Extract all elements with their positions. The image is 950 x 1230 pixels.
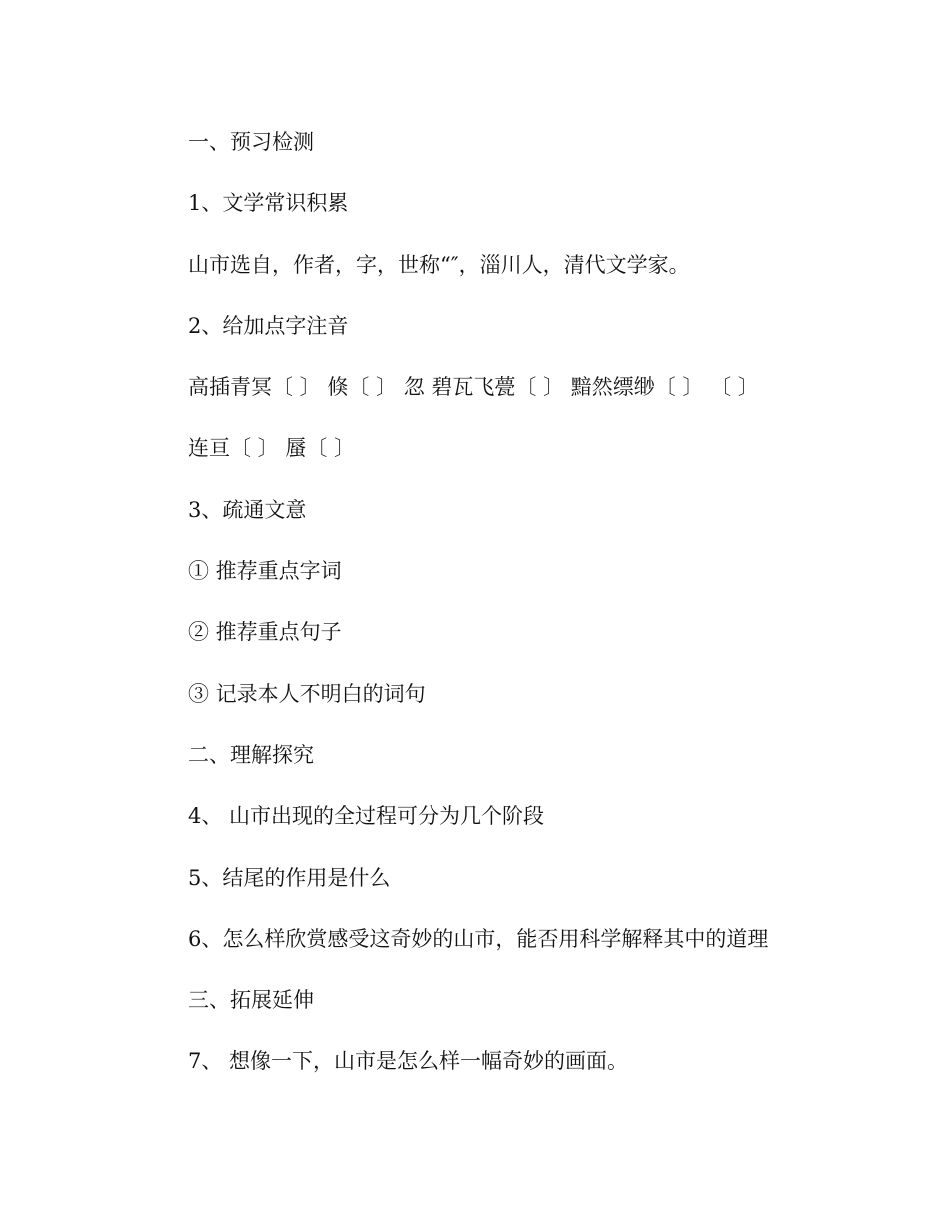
literary-knowledge-text: 山市选自，作者，字，世称“″，淄川人，清代文学家。 — [188, 252, 690, 277]
item-literary-knowledge: 1、文学常识积累 — [188, 191, 349, 216]
sub-item-key-words: ① 推荐重点字词 — [188, 559, 342, 584]
item-text-meaning: 3、疏通文意 — [188, 497, 307, 522]
pinyin-words-line-1: 高插青冥〔 〕 倏〔 〕 忽 碧瓦飞甍〔 〕 黯然缥缈〔 〕 〔 〕 — [188, 375, 759, 400]
document-body — [188, 122, 888, 1103]
pinyin-words-line-2: 连亘〔 〕 蜃〔 〕 — [188, 436, 356, 461]
section-heading-preview: 一、预习检测 — [188, 130, 314, 154]
section-heading-understanding: 二、理解探究 — [188, 742, 314, 767]
section-heading-extension: 三、拓展延伸 — [188, 988, 314, 1013]
item-pinyin: 2、给加点字注音 — [188, 313, 349, 338]
question-4: 4、 山市出现的全过程可分为几个阶段 — [188, 804, 545, 829]
sub-item-key-sentences: ② 推荐重点句子 — [188, 620, 342, 645]
sub-item-unclear-phrases: ③ 记录本人不明白的词句 — [188, 681, 426, 706]
question-5: 5、结尾的作用是什么 — [188, 865, 391, 890]
question-7: 7、 想像一下，山市是怎么样一幅奇妙的画面。 — [188, 1049, 629, 1074]
question-6: 6、怎么样欣赏感受这奇妙的山市，能否用科学解释其中的道理 — [188, 926, 769, 951]
